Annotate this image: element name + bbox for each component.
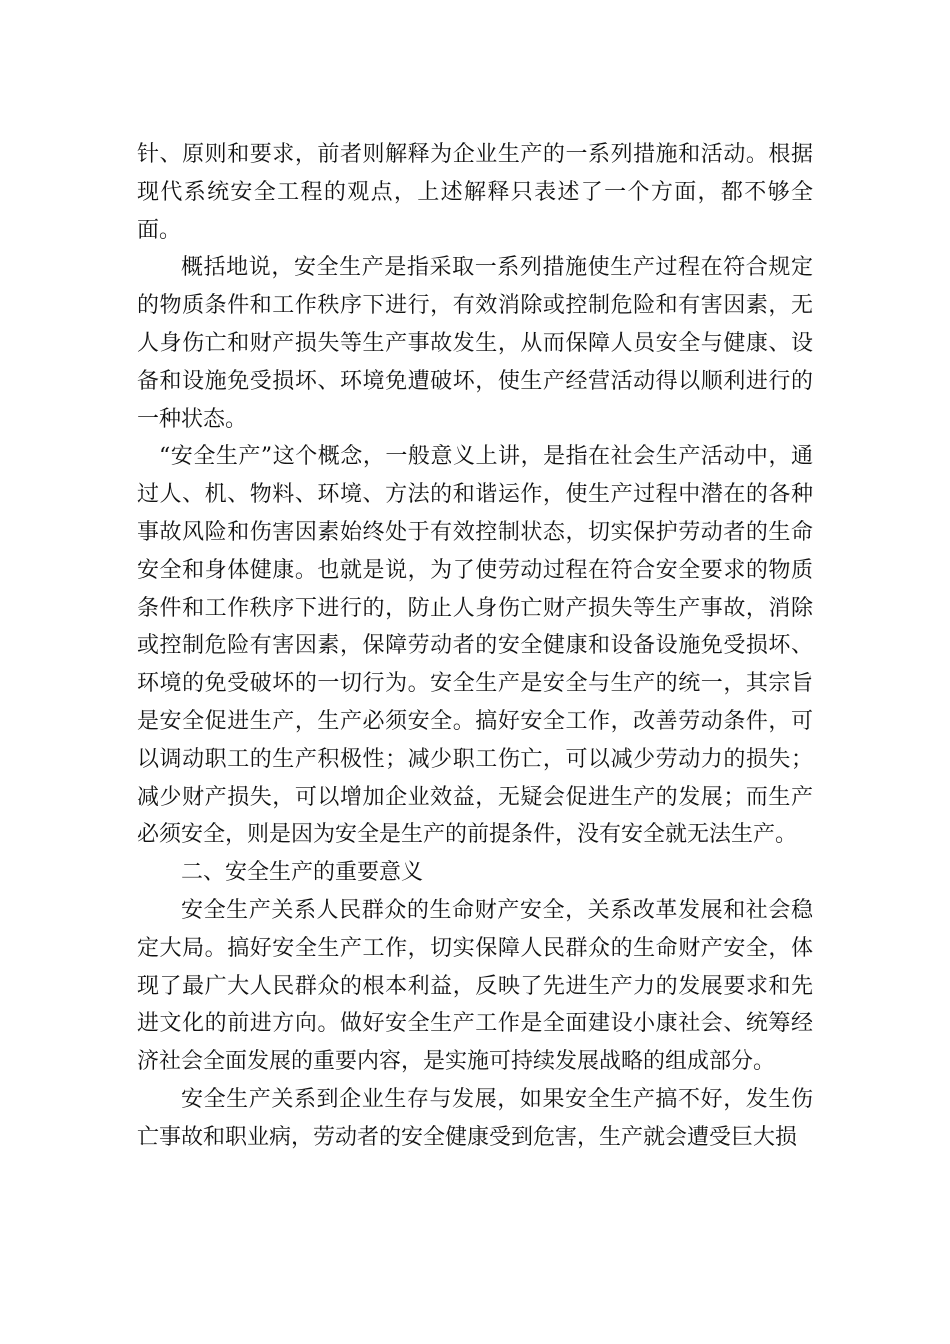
- section-heading: 二、安全生产的重要意义: [181, 860, 424, 886]
- paragraph-definition: 概括地说，安全生产是指采取一系列措施使生产过程在符合规定的物质条件和工作秩序下进行，有效消除或控制危险和有害因素，无人身伤亡和财产损失等生产事故发生，从而保障人员安全与健康、设备和设施免受损坏、环境免遭破坏，使生产经营活动得以顺利进行的一种状态。: [137, 255, 813, 432]
- paragraph-significance: 安全生产关系人民群众的生命财产安全，关系改革发展和社会稳定大局。搞好安全生产工作，切实保障人民群众的生命财产安全，体现了最广大人民群众的根本利益，反映了先进生产力的发展要求和先进文化的前进方向。做好安全生产工作是全面建设小康社会、统筹经济社会全面发展的重要内容，是实施可持续发展战略的组成部分。: [137, 897, 813, 1075]
- paragraph-concept: “安全生产”这个概念，一般意义上讲，是指在社会生产活动中，通过人、机、物料、环境、方法的和谐运作，使生产过程中潜在的各种事故风险和伤害因素始终处于有效控制状态，切实保护劳动者的生命安全和身体健康。也就是说，为了使劳动过程在符合安全要求的物质条件和工作秩序下进行的，防止人身伤亡财产损失等生产事故，消除或控制危险有害因素，保障劳动者的安全健康和设备设施免受损坏、环境的免受破坏的一切行为。安全生产是安全与生产的统一，其宗旨是安全促进生产，生产必须安全。搞好安全工作，改善劳动条件，可以调动职工的生产积极性；减少职工伤亡，可以减少劳动力的损失；减少财产损失，可以增加企业效益，无疑会促进生产的发展；而生产必须安全，则是因为安全是生产的前提条件，没有安全就无法生产。: [137, 444, 813, 848]
- paragraph-continuation: 针、原则和要求，前者则解释为企业生产的一系列措施和活动。根据现代系统安全工程的观点，上述解释只表述了一个方面，都不够全面。: [137, 142, 813, 243]
- paragraph-enterprise: 安全生产关系到企业生存与发展，如果安全生产搞不好，发生伤亡事故和职业病，劳动者的安全健康受到危害，生产就会遭受巨大损: [137, 1086, 813, 1150]
- document-body: [137, 136, 813, 1157]
